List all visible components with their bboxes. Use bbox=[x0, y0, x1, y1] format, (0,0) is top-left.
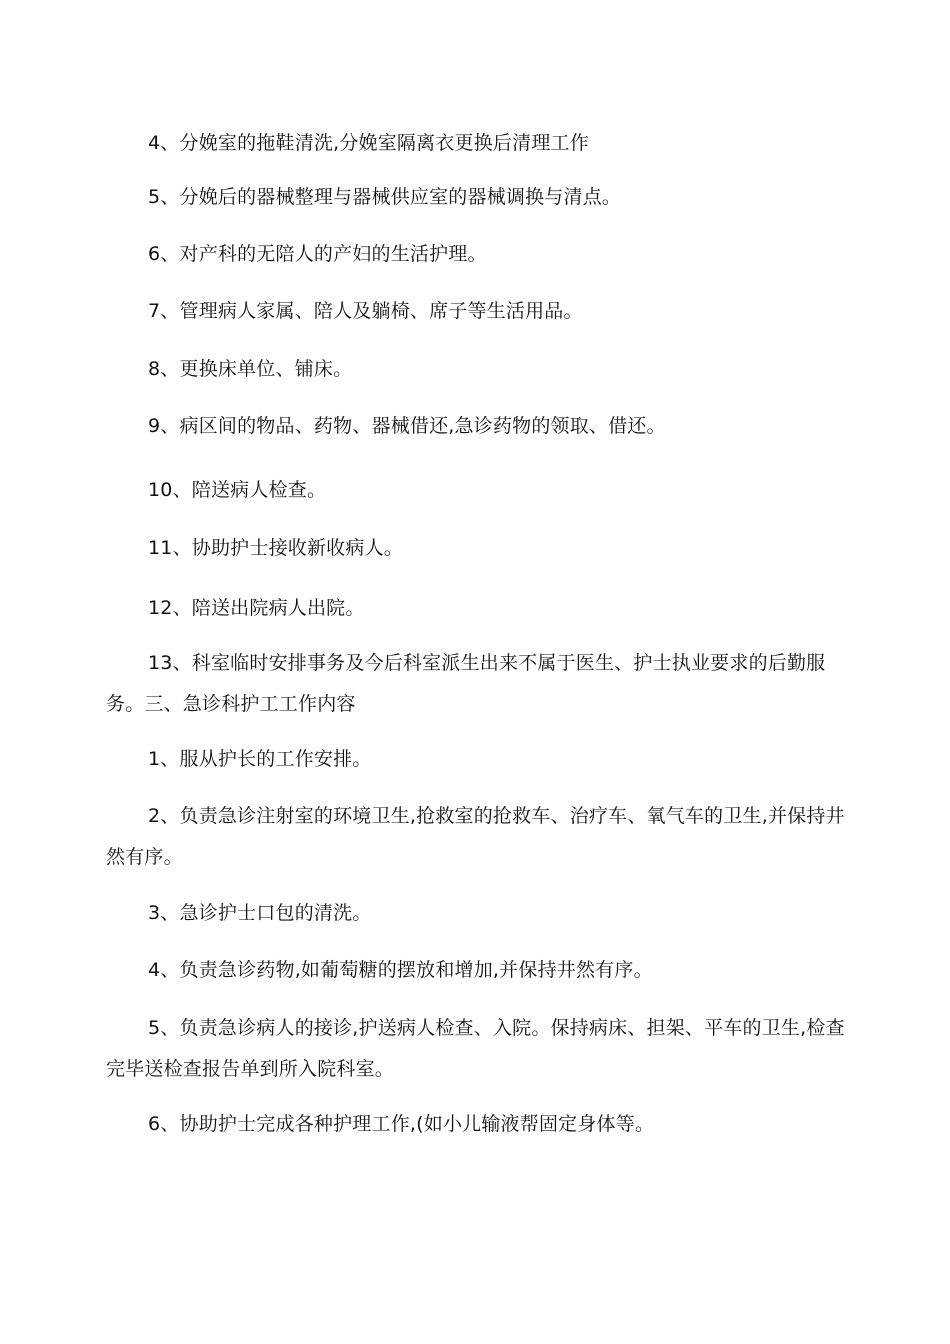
paragraph-er-4-medicine: 4、负责急诊药物,如葡萄糖的摆放和增加,并保持井然有序。 bbox=[148, 959, 653, 981]
paragraph-er-1-obey: 1、服从护长的工作安排。 bbox=[148, 748, 372, 770]
paragraph-4-delivery-room-slippers: 4、分娩室的拖鞋清洗,分娩室隔离衣更换后清理工作 bbox=[148, 132, 589, 154]
paragraph-13-other-duties: 13、科室临时安排事务及今后科室派生出来不属于医生、护士执业要求的后勤服务。三、急诊科护工工作内容 bbox=[106, 652, 826, 715]
paragraph-9-item-lending: 9、病区间的物品、药物、器械借还,急诊药物的领取、借还。 bbox=[148, 415, 666, 437]
paragraph-10-escort-exam: 10、陪送病人检查。 bbox=[148, 479, 327, 501]
paragraph-er-5-reception: 5、负责急诊病人的接诊,护送病人检查、入院。保持病床、担架、平车的卫生,检查完毕送检查报告单到所入院科室。 bbox=[106, 1017, 845, 1080]
paragraph-7-family-management: 7、管理病人家属、陪人及躺椅、席子等生活用品。 bbox=[148, 300, 583, 322]
paragraph-er-6-assist: 6、协助护士完成各种护理工作,(如小儿输液帮固定身体等。 bbox=[148, 1113, 655, 1135]
paragraph-12-discharge: 12、陪送出院病人出院。 bbox=[148, 597, 365, 619]
paragraph-5-instrument-exchange: 5、分娩后的器械整理与器械供应室的器械调换与清点。 bbox=[148, 186, 622, 208]
paragraph-er-2-hygiene: 2、负责急诊注射室的环境卫生,抢救室的抢救车、治疗车、氧气车的卫生,并保持井然有序。 bbox=[106, 805, 845, 868]
paragraph-6-maternal-care: 6、对产科的无陪人的产妇的生活护理。 bbox=[148, 243, 487, 265]
paragraph-8-bed-change: 8、更换床单位、铺床。 bbox=[148, 358, 353, 380]
paragraph-11-new-patients: 11、协助护士接收新收病人。 bbox=[148, 537, 403, 559]
paragraph-er-3-cleaning: 3、急诊护士口包的清洗。 bbox=[148, 902, 372, 924]
